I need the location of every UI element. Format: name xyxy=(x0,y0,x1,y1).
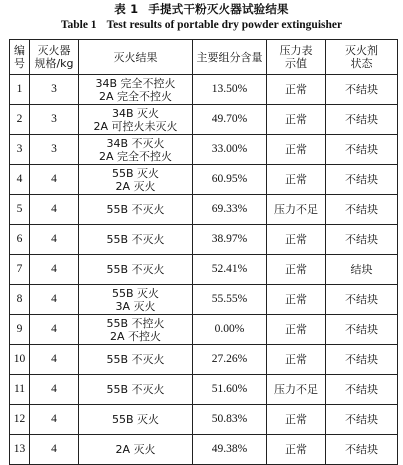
cell-content: 51.60% xyxy=(193,375,267,405)
result-line: 55B 不灭火 xyxy=(106,353,165,366)
table-row xyxy=(10,345,398,375)
cell-result xyxy=(79,105,193,135)
cell-result xyxy=(79,135,193,165)
cell-result xyxy=(79,195,193,225)
cell-pressure: 正常 xyxy=(267,135,326,165)
cell-state: 不结块 xyxy=(326,405,398,435)
result-line: 2A 灭火 xyxy=(115,179,156,193)
cell-content: 69.33% xyxy=(193,195,267,225)
cell-content: 27.26% xyxy=(193,345,267,375)
header-content: 主要组分含量 xyxy=(193,40,267,75)
table-row xyxy=(10,225,398,255)
cell-spec: 4 xyxy=(30,225,79,255)
result-line: 55B 灭火 xyxy=(111,413,160,426)
cell-content: 50.83% xyxy=(193,405,267,435)
table-row xyxy=(10,375,398,405)
cell-content: 49.70% xyxy=(193,105,267,135)
cell-index: 1 xyxy=(10,75,30,105)
cell-spec: 3 xyxy=(30,135,79,165)
result-line: 55B 不灭火 xyxy=(106,263,165,276)
table-number-chinese: 表 1 xyxy=(114,2,139,16)
table-row xyxy=(10,135,398,165)
cell-index: 5 xyxy=(10,195,30,225)
result-line: 2A 完全不控火 xyxy=(98,89,173,103)
result-line: 55B 不灭火 xyxy=(106,233,165,246)
cell-pressure: 正常 xyxy=(267,435,326,465)
header-index: 编 号 xyxy=(10,40,30,75)
cell-content: 55.55% xyxy=(193,285,267,315)
cell-result xyxy=(79,345,193,375)
cell-spec: 4 xyxy=(30,255,79,285)
result-line: 34B 不灭火 xyxy=(106,136,165,150)
cell-state: 不结块 xyxy=(326,315,398,345)
cell-pressure: 正常 xyxy=(267,105,326,135)
result-line: 34B 完全不控火 xyxy=(95,76,176,90)
result-line: 55B 灭火 xyxy=(111,286,160,300)
cell-result xyxy=(79,315,193,345)
cell-spec: 3 xyxy=(30,75,79,105)
cell-state: 不结块 xyxy=(326,165,398,195)
cell-index: 6 xyxy=(10,225,30,255)
cell-index: 7 xyxy=(10,255,30,285)
cell-pressure: 正常 xyxy=(267,285,326,315)
cell-state: 不结块 xyxy=(326,435,398,465)
cell-content: 49.38% xyxy=(193,435,267,465)
cell-index: 4 xyxy=(10,165,30,195)
cell-state: 不结块 xyxy=(326,345,398,375)
cell-state: 不结块 xyxy=(326,285,398,315)
cell-result xyxy=(79,75,193,105)
cell-state: 不结块 xyxy=(326,75,398,105)
cell-result xyxy=(79,285,193,315)
cell-pressure: 正常 xyxy=(267,345,326,375)
cell-state: 不结块 xyxy=(326,225,398,255)
header-spec: 灭火器 规格/kg xyxy=(30,40,79,75)
cell-index: 3 xyxy=(10,135,30,165)
cell-index: 9 xyxy=(10,315,30,345)
cell-spec: 4 xyxy=(30,435,79,465)
table-title-chinese: 手提式干粉灭火器试验结果 xyxy=(148,2,289,16)
cell-spec: 4 xyxy=(30,345,79,375)
table-row xyxy=(10,165,398,195)
cell-state: 不结块 xyxy=(326,195,398,225)
table-row xyxy=(10,105,398,135)
cell-spec: 4 xyxy=(30,165,79,195)
cell-pressure: 正常 xyxy=(267,165,326,195)
cell-index: 10 xyxy=(10,345,30,375)
table-row xyxy=(10,435,398,465)
result-line: 34B 灭火 xyxy=(111,106,160,120)
cell-state: 不结块 xyxy=(326,135,398,165)
cell-state: 不结块 xyxy=(326,105,398,135)
table-title-english: Test results of portable dry powder extinguisher xyxy=(106,19,343,31)
cell-result xyxy=(79,255,193,285)
cell-result xyxy=(79,165,193,195)
header-result: 灭火结果 xyxy=(79,40,193,75)
cell-index: 11 xyxy=(10,375,30,405)
cell-result xyxy=(79,225,193,255)
result-line: 55B 不控火 xyxy=(106,316,165,330)
result-line: 2A 不控火 xyxy=(109,329,162,343)
result-line: 55B 不灭火 xyxy=(106,203,165,216)
table-row xyxy=(10,405,398,435)
results-table xyxy=(9,39,398,465)
cell-pressure: 正常 xyxy=(267,225,326,255)
cell-result xyxy=(79,405,193,435)
cell-content: 0.00% xyxy=(193,315,267,345)
cell-spec: 4 xyxy=(30,285,79,315)
cell-spec: 4 xyxy=(30,315,79,345)
cell-spec: 4 xyxy=(30,405,79,435)
cell-index: 12 xyxy=(10,405,30,435)
cell-state: 结块 xyxy=(326,255,398,285)
cell-pressure: 压力不足 xyxy=(267,195,326,225)
cell-content: 60.95% xyxy=(193,165,267,195)
cell-spec: 3 xyxy=(30,105,79,135)
cell-pressure: 正常 xyxy=(267,75,326,105)
cell-pressure: 压力不足 xyxy=(267,375,326,405)
cell-content: 38.97% xyxy=(193,225,267,255)
result-line: 2A 灭火 xyxy=(115,443,156,456)
cell-pressure: 正常 xyxy=(267,315,326,345)
cell-index: 2 xyxy=(10,105,30,135)
cell-spec: 4 xyxy=(30,375,79,405)
table-row xyxy=(10,315,398,345)
result-line: 55B 灭火 xyxy=(111,166,160,180)
cell-spec: 4 xyxy=(30,195,79,225)
result-line: 55B 不灭火 xyxy=(106,383,165,396)
result-line: 2A 完全不控火 xyxy=(98,149,173,163)
table-number-english: Table 1 xyxy=(60,19,97,31)
cell-pressure: 正常 xyxy=(267,405,326,435)
header-state: 灭火剂 状态 xyxy=(326,40,398,75)
cell-content: 13.50% xyxy=(193,75,267,105)
cell-index: 8 xyxy=(10,285,30,315)
table-caption-chinese xyxy=(0,2,403,16)
table-caption-english xyxy=(0,18,403,32)
cell-result xyxy=(79,435,193,465)
table-row xyxy=(10,285,398,315)
header-row xyxy=(10,40,398,75)
cell-content: 33.00% xyxy=(193,135,267,165)
table-body xyxy=(10,75,398,465)
result-line: 3A 灭火 xyxy=(115,299,156,313)
table-row xyxy=(10,255,398,285)
cell-content: 52.41% xyxy=(193,255,267,285)
cell-pressure: 正常 xyxy=(267,255,326,285)
header-pressure: 压力表 示值 xyxy=(267,40,326,75)
cell-index: 13 xyxy=(10,435,30,465)
table-row xyxy=(10,75,398,105)
cell-state: 不结块 xyxy=(326,375,398,405)
cell-result xyxy=(79,375,193,405)
table-row xyxy=(10,195,398,225)
result-line: 2A 可控火未灭火 xyxy=(93,119,178,133)
